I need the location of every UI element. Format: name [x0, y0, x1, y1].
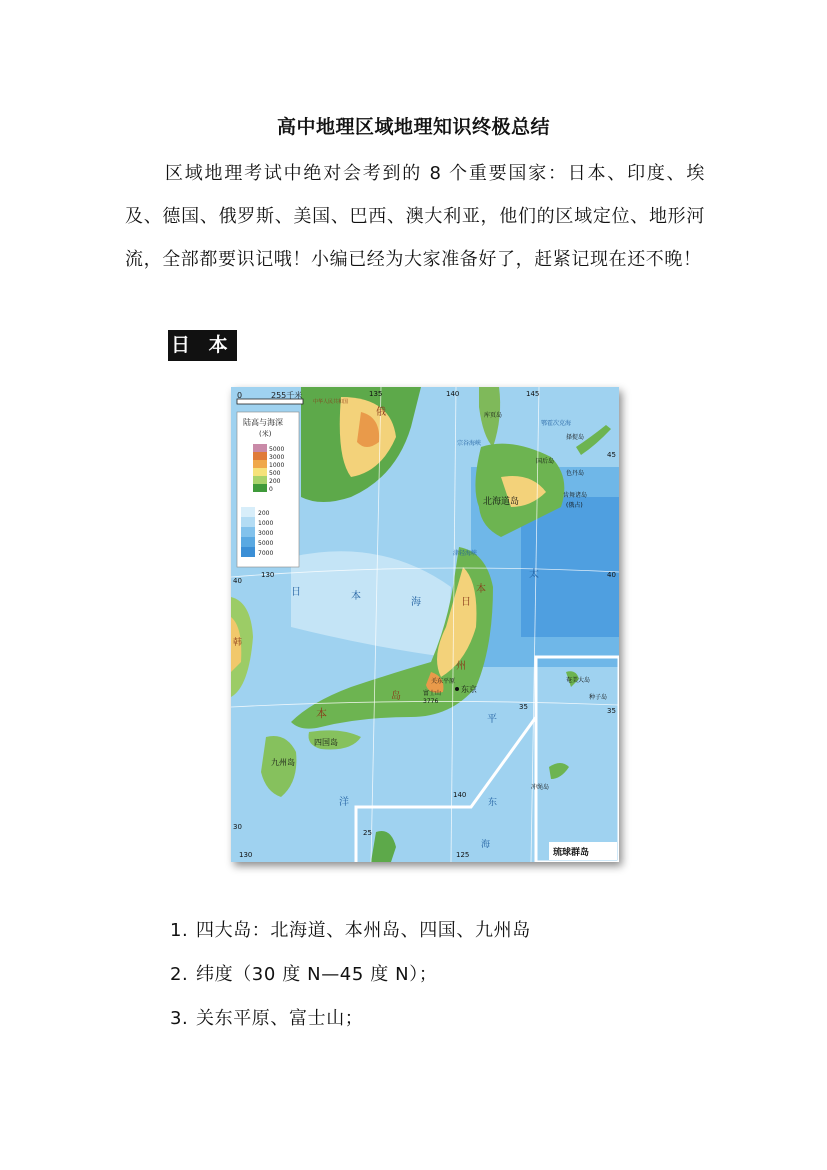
- map-label-china: 中华人民共和国: [313, 399, 349, 405]
- legend-elevation-swatch: [253, 444, 267, 452]
- legend-depth-swatch: [241, 517, 255, 527]
- map-legend-title: 陆高与海深: [243, 418, 283, 427]
- map-lat-label: 30: [233, 823, 242, 831]
- map-lon-label: 140: [446, 390, 460, 398]
- map-label-china-sea: 海: [481, 840, 491, 850]
- map-label-honshu-3: 岛: [391, 691, 401, 702]
- list-item-number: 2.: [170, 964, 189, 985]
- map-label-honshu-1: 本: [316, 707, 327, 720]
- legend-depth-swatch: [241, 507, 255, 517]
- map-lat-label: 40: [233, 577, 242, 585]
- map-label-shikoku: 四国岛: [314, 738, 338, 747]
- legend-elevation-label: 500: [269, 470, 281, 477]
- map-label-sea-3: 海: [411, 597, 421, 608]
- map-label-korea: 韩: [233, 638, 243, 648]
- map-lat-label: 25: [363, 829, 372, 837]
- list-item: [170, 913, 531, 957]
- map-label-pacific-3: 洋: [339, 797, 349, 808]
- map-label-sea-1: 日: [291, 587, 301, 598]
- map-label-habomai: 齿舞诸岛: [563, 492, 588, 499]
- map-lon-label: 130: [239, 851, 253, 859]
- legend-depth-swatch: [241, 547, 255, 557]
- legend-depth-swatch: [241, 527, 255, 537]
- list-item: [170, 957, 531, 1001]
- list-item-number: 1.: [170, 920, 189, 941]
- map-lat-label: 40: [607, 571, 616, 579]
- map-label-tokyo: 东京: [461, 685, 477, 694]
- map-label-east-china-sea: 东: [488, 798, 498, 808]
- map-lon-label: 135: [369, 390, 383, 398]
- section-heading-japan: 日 本: [168, 330, 237, 361]
- map-label-kanto: 关东平原: [431, 678, 456, 685]
- map-label-hokkaido: 北海道岛: [483, 497, 520, 507]
- map-label-soya: 宗谷海峡: [457, 440, 482, 447]
- map-label-shikotan: 色丹岛: [566, 470, 585, 477]
- legend-depth-label: 5000: [258, 540, 274, 547]
- key-points-list: [170, 913, 531, 1045]
- map-label-okhotsk: 鄂霍次克海: [541, 420, 572, 427]
- map-label-fuji-height: 3776: [423, 698, 439, 705]
- list-item-number: 3.: [170, 1008, 189, 1029]
- map-label-okinawa: 冲绳岛: [531, 784, 550, 791]
- legend-depth-label: 200: [258, 510, 270, 517]
- map-label-tsugaru: 津轻海峡: [453, 550, 478, 557]
- legend-depth-swatch: [241, 537, 255, 547]
- map-lon-label: 140: [453, 791, 467, 799]
- map-label-etorofu: 择捉岛: [566, 434, 585, 441]
- legend-elevation-label: 5000: [269, 446, 285, 453]
- map-lat-label: 35: [607, 707, 616, 715]
- map-label-japan-1: 日: [461, 597, 471, 608]
- legend-elevation-label: 200: [269, 478, 281, 485]
- map-label-pacific-2: 平: [487, 714, 497, 725]
- list-item-text: 四大岛：北海道、本州岛、四国、九州岛: [196, 920, 531, 941]
- intro-paragraph: 区域地理考试中绝对会考到的 8 个重要国家：日本、印度、埃及、德国、俄罗斯、美国、巴西、澳大利亚，他们的区域定位、地形河流，全部都要识记哦！小编已经为大家准备好了，赶紧记现在还不晚！: [125, 163, 705, 270]
- legend-elevation-swatch: [253, 452, 267, 460]
- map-label-kyushu: 九州岛: [271, 758, 295, 767]
- map-lon-label: 130: [261, 571, 275, 579]
- map-lon-label: 145: [526, 390, 540, 398]
- list-item-text: 纬度（30 度 N—45 度 N）；: [196, 964, 438, 985]
- map-label-russia: 俄: [376, 407, 386, 418]
- map-label-tanegashima: 种子岛: [589, 694, 608, 701]
- map-label-occupied: (俄占): [566, 502, 583, 509]
- map-scale-label: 255千米: [271, 391, 303, 400]
- map-scale-zero: 0: [237, 391, 243, 400]
- map-label-amami: 奄美大岛: [566, 677, 591, 684]
- legend-elevation-label: 0: [269, 486, 273, 493]
- legend-elevation-label: 3000: [269, 454, 285, 461]
- map-label-kunashiri: 国后岛: [536, 458, 555, 465]
- map-label-pacific-1: 太: [529, 569, 539, 580]
- japan-map: [231, 387, 619, 862]
- map-legend-unit: (米): [259, 430, 272, 438]
- legend-depth-label: 1000: [258, 520, 274, 527]
- map-lat-label: 35: [519, 703, 528, 711]
- page-title: 高中地理区域地理知识终极总结: [276, 116, 550, 138]
- map-label-sea-2: 本: [351, 591, 361, 602]
- map-lon-label: 125: [456, 851, 470, 859]
- map-label-sakhalin: 库页岛: [484, 412, 503, 419]
- legend-elevation-label: 1000: [269, 462, 285, 469]
- legend-elevation-swatch: [253, 484, 267, 492]
- legend-elevation-swatch: [253, 460, 267, 468]
- map-label-fuji: 富士山: [423, 690, 442, 697]
- legend-elevation-swatch: [253, 476, 267, 484]
- legend-elevation-swatch: [253, 468, 267, 476]
- map-label-ryukyu: 琉球群岛: [553, 848, 590, 858]
- legend-depth-label: 7000: [258, 550, 274, 557]
- map-label-japan-2: 本: [476, 584, 486, 595]
- map-tokyo-marker: [455, 687, 459, 691]
- map-lat-label: 45: [607, 451, 616, 459]
- list-item-text: 关东平原、富士山；: [196, 1008, 364, 1029]
- list-item: [170, 1001, 531, 1045]
- map-label-honshu-2: 州: [456, 661, 466, 672]
- legend-depth-label: 3000: [258, 530, 274, 537]
